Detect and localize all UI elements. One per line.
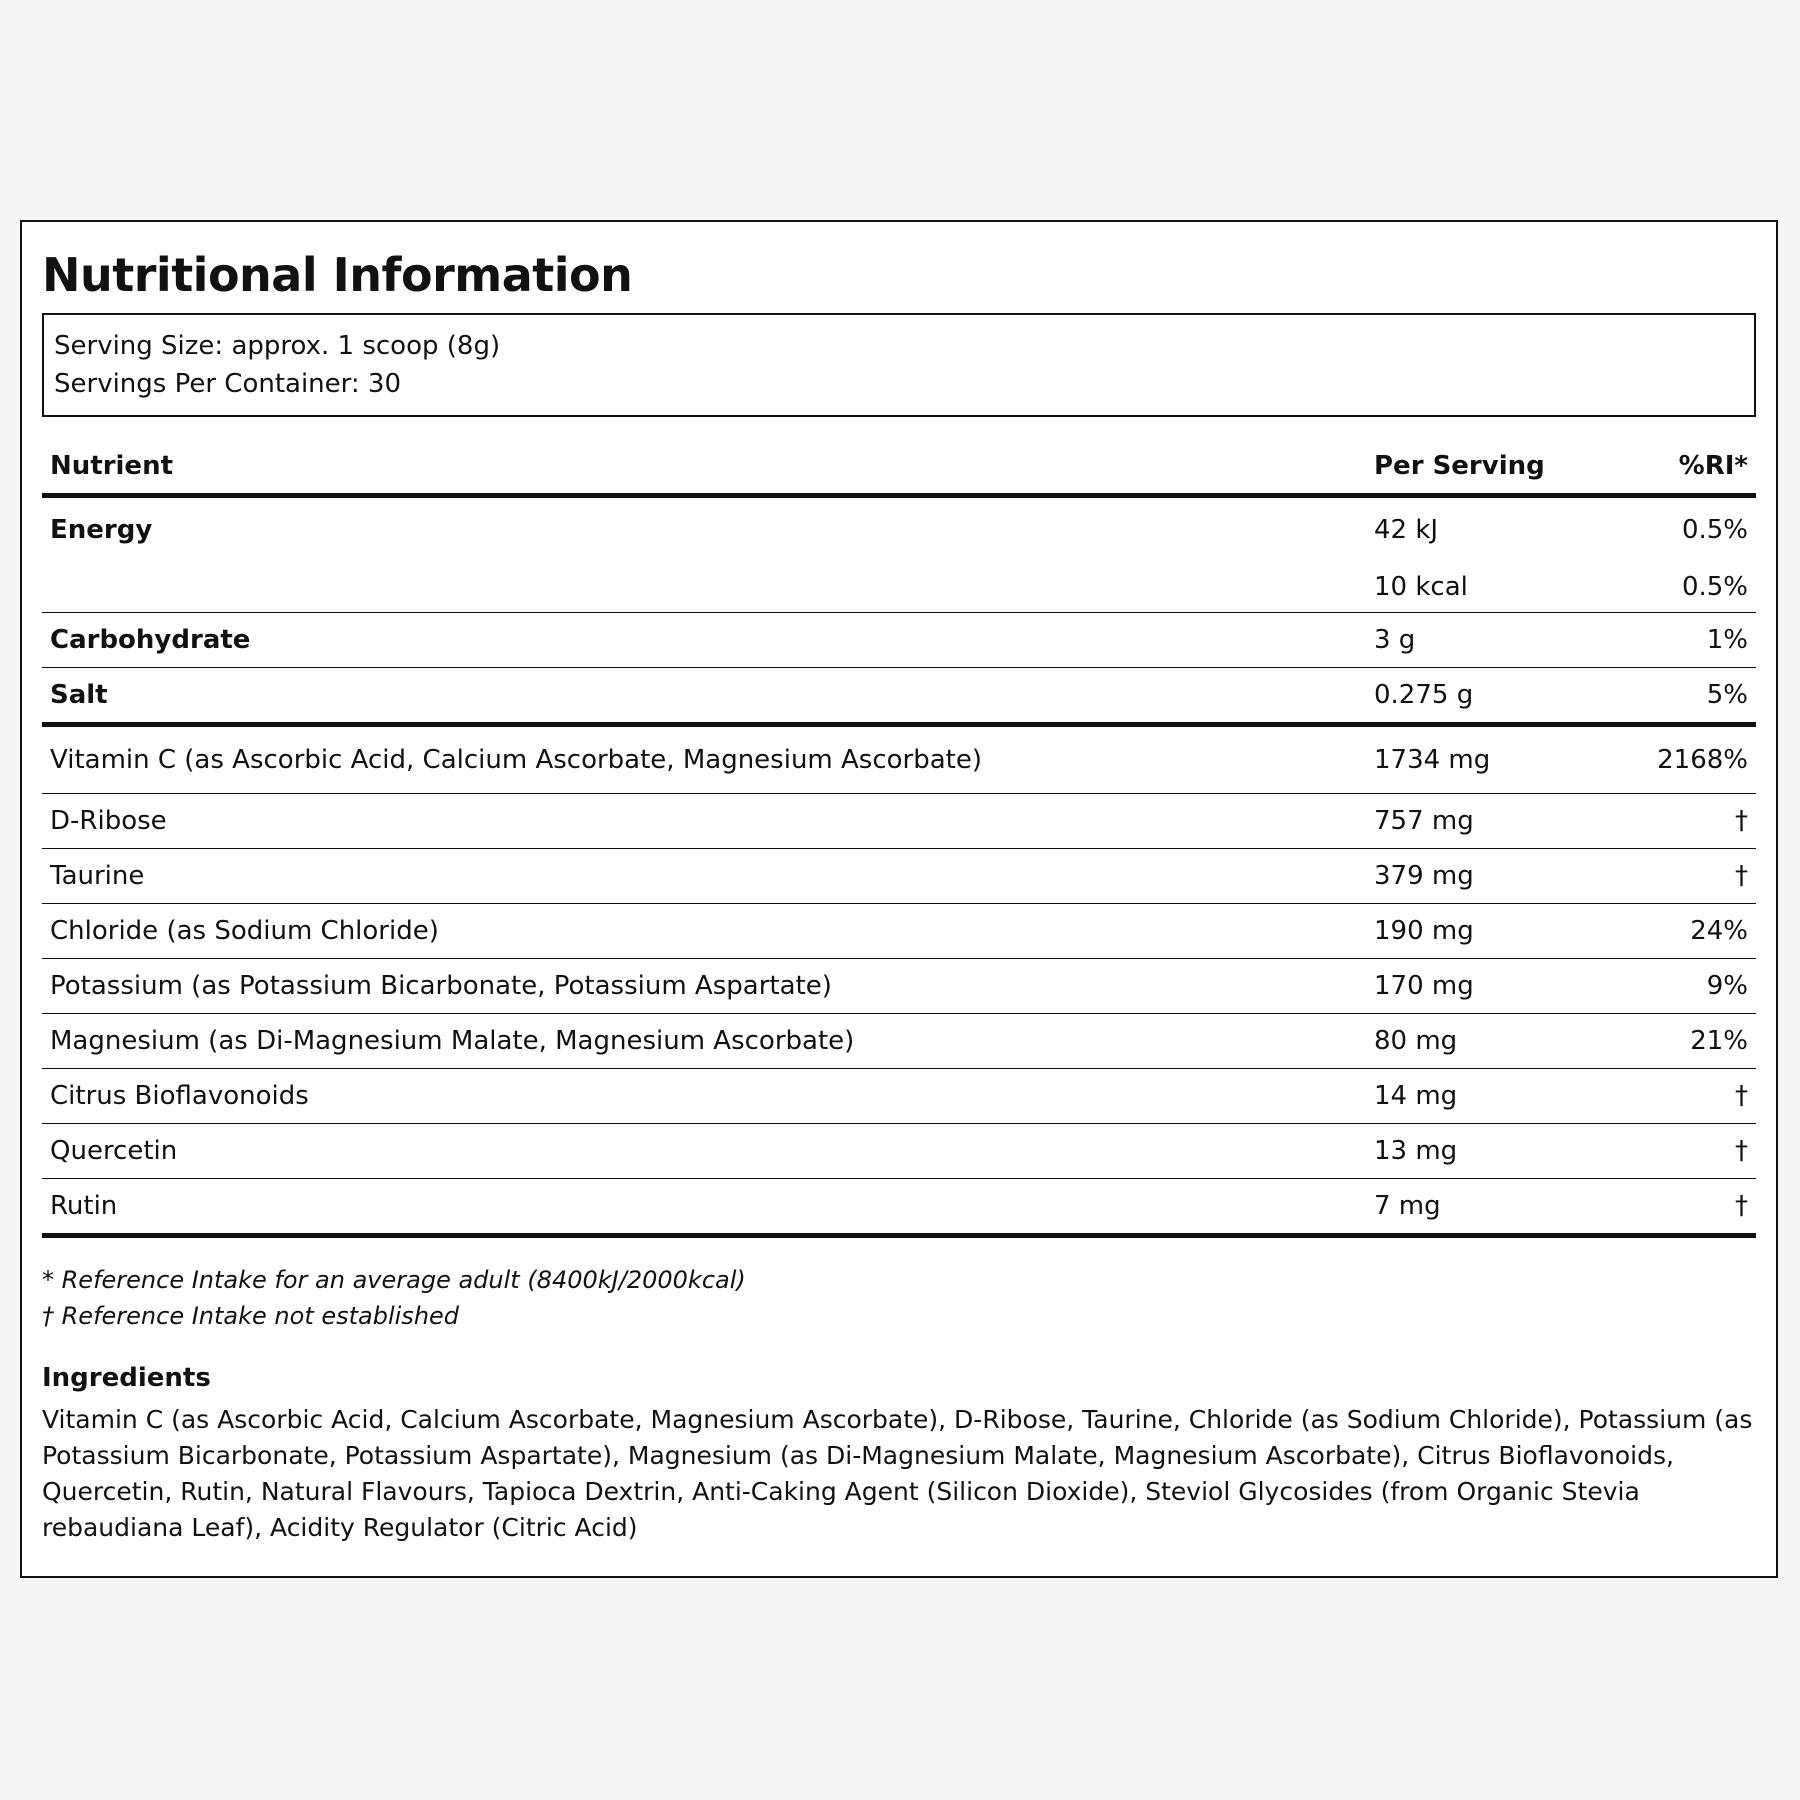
table-row bbox=[42, 1014, 1756, 1069]
nutrient-amount: 190 mg bbox=[1366, 904, 1596, 959]
ingredients-heading: Ingredients bbox=[42, 1363, 211, 1394]
nutrient-amount: 42 kJ bbox=[1374, 515, 1439, 546]
nutrient-ri: 0.5% bbox=[1681, 515, 1748, 546]
footnote-dagger: † Reference Intake not established bbox=[42, 1302, 460, 1331]
nutrient-name: Salt bbox=[42, 668, 1366, 725]
header-ri: %RI* bbox=[1596, 439, 1756, 496]
nutrient-amount: 379 mg bbox=[1366, 849, 1596, 904]
nutrient-amount: 1734 mg bbox=[1366, 725, 1596, 794]
nutrient-ri: 9% bbox=[1596, 959, 1756, 1014]
nutrient-ri: 24% bbox=[1596, 904, 1756, 959]
footnote-ri: * Reference Intake for an average adult (8400kJ/2000kcal) bbox=[42, 1266, 746, 1295]
ingredients-text: Vitamin C (as Ascorbic Acid, Calcium Ascorbate, Magnesium Ascorbate), D-Ribose, Taurine, Chloride (as Sodium Chloride), Potassium (as Potassium Bicarbonate, Potassium Aspartate), Magnesium (as Di-Magnesium Malate, Magnesium Ascorbate), Citrus Bioflavonoids, Quercetin, Rutin, Natural Flavours, Tapioca Dextrin, Anti-Caking Agent (Silicon Dioxide), Steviol Glycosides (from Organic Stevia rebaudiana Leaf), Acidity Regulator (Citric Acid) bbox=[42, 1405, 1753, 1543]
table-row bbox=[42, 959, 1756, 1014]
nutrient-name: D-Ribose bbox=[42, 794, 1366, 849]
nutrient-ri: 2168% bbox=[1596, 725, 1756, 794]
nutrient-ri: † bbox=[1596, 794, 1756, 849]
nutrient-amount: 10 kcal bbox=[1366, 562, 1596, 613]
nutrient-name: Carbohydrate bbox=[42, 613, 1366, 668]
nutrient-name: Vitamin C (as Ascorbic Acid, Calcium Ascorbate, Magnesium Ascorbate) bbox=[42, 725, 1366, 794]
table-row bbox=[42, 1124, 1756, 1179]
header-per-serving: Per Serving bbox=[1366, 439, 1596, 496]
footnotes bbox=[42, 1262, 1756, 1334]
page-title: Nutritional Information bbox=[42, 248, 633, 302]
nutrient-amount: 0.275 g bbox=[1366, 668, 1596, 725]
nutrient-ri: † bbox=[1596, 1069, 1756, 1124]
nutrient-name: Energy bbox=[50, 515, 153, 546]
header-nutrient: Nutrient bbox=[42, 439, 1366, 496]
nutrient-amount: 3 g bbox=[1366, 613, 1596, 668]
table-row bbox=[42, 904, 1756, 959]
table-row bbox=[42, 849, 1756, 904]
nutrient-amount: 80 mg bbox=[1366, 1014, 1596, 1069]
nutrient-amount: 14 mg bbox=[1366, 1069, 1596, 1124]
servings-per-container: Servings Per Container: 30 bbox=[54, 369, 402, 400]
nutrient-amount: 7 mg bbox=[1366, 1179, 1596, 1236]
nutrition-table bbox=[42, 439, 1756, 1238]
table-row bbox=[42, 496, 1756, 563]
nutrient-name bbox=[42, 562, 1366, 613]
serving-info-box bbox=[42, 313, 1756, 417]
nutrition-panel bbox=[20, 220, 1778, 1578]
table-row bbox=[42, 1069, 1756, 1124]
nutrient-name: Chloride (as Sodium Chloride) bbox=[42, 904, 1366, 959]
nutrient-ri: 0.5% bbox=[1596, 562, 1756, 613]
table-row bbox=[42, 794, 1756, 849]
table-row bbox=[42, 725, 1756, 794]
table-row bbox=[42, 613, 1756, 668]
table-header-row bbox=[42, 439, 1756, 496]
nutrient-name: Citrus Bioflavonoids bbox=[42, 1069, 1366, 1124]
table-row bbox=[42, 562, 1756, 613]
nutrient-name: Potassium (as Potassium Bicarbonate, Potassium Aspartate) bbox=[42, 959, 1366, 1014]
nutrient-ri: † bbox=[1596, 849, 1756, 904]
nutrient-ri: † bbox=[1596, 1124, 1756, 1179]
table-row bbox=[42, 1179, 1756, 1236]
nutrient-name: Rutin bbox=[42, 1179, 1366, 1236]
nutrient-ri: 1% bbox=[1596, 613, 1756, 668]
nutrient-name: Quercetin bbox=[42, 1124, 1366, 1179]
nutrient-amount: 13 mg bbox=[1366, 1124, 1596, 1179]
nutrient-ri: † bbox=[1596, 1179, 1756, 1236]
nutrient-ri: 21% bbox=[1596, 1014, 1756, 1069]
nutrient-name: Magnesium (as Di-Magnesium Malate, Magnesium Ascorbate) bbox=[42, 1014, 1366, 1069]
nutrient-ri: 5% bbox=[1596, 668, 1756, 725]
nutrient-name: Taurine bbox=[42, 849, 1366, 904]
nutrient-amount: 170 mg bbox=[1366, 959, 1596, 1014]
serving-size: Serving Size: approx. 1 scoop (8g) bbox=[54, 331, 501, 362]
nutrient-amount: 757 mg bbox=[1366, 794, 1596, 849]
table-row bbox=[42, 668, 1756, 725]
